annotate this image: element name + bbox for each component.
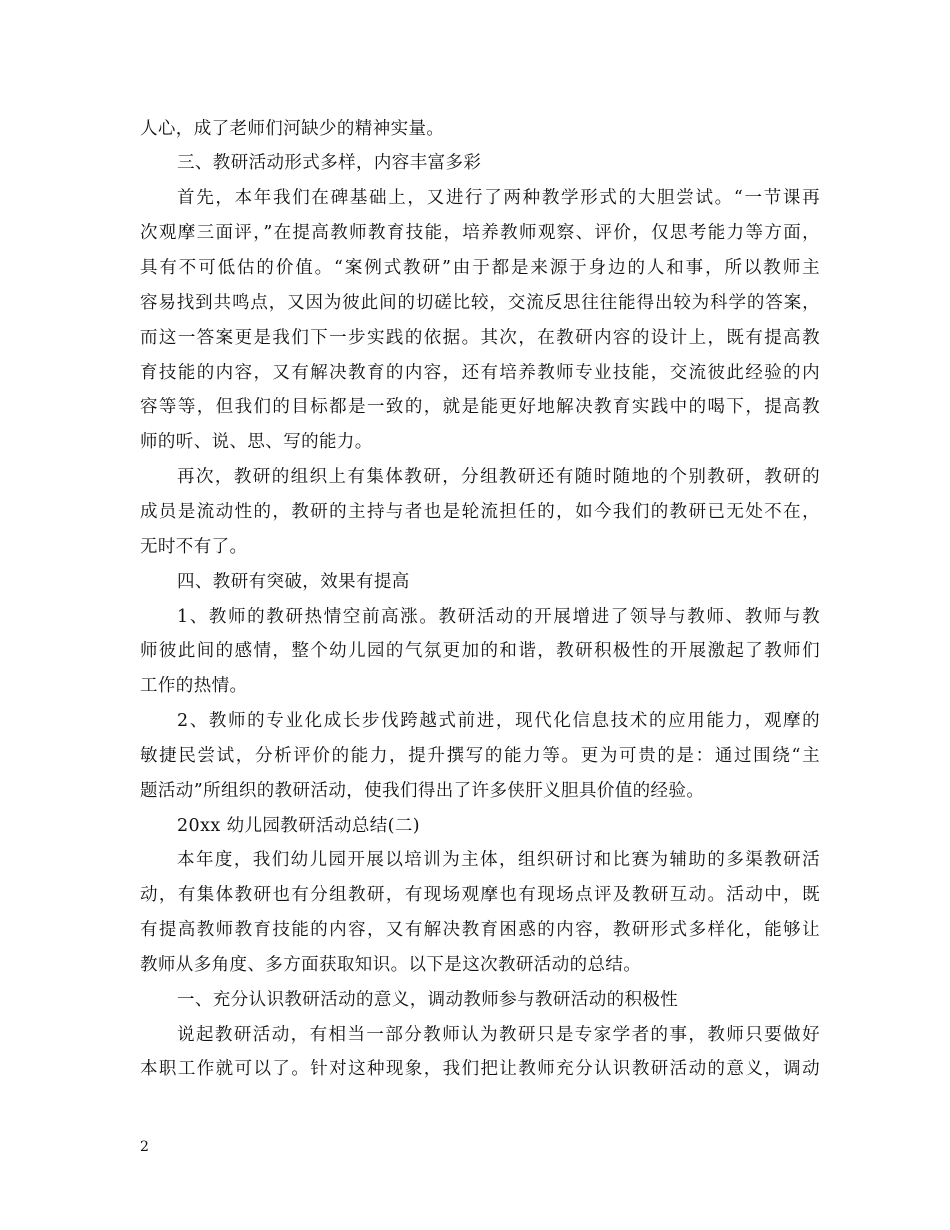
text-line: 容易找到共鸣点，又因为彼此间的切磋比较，交流反思往往能得出较为科学的答案，: [140, 293, 820, 313]
section-heading: 四、教研有突破，效果有提高: [177, 572, 410, 592]
text-line: 师彼此间的感情，整个幼儿园的气氛更加的和谐，教研积极性的开展激起了教师们: [140, 641, 820, 661]
section-heading: 三、教研活动形式多样，内容丰富多彩: [177, 153, 482, 173]
text-line: 无时不有了。: [140, 537, 248, 557]
text-line: 容等等，但我们的目标都是一致的，就是能更好地解决教育实践中的喝下，提高教: [140, 397, 820, 417]
text-line: 具有不可低估的价值。“案例式教研”由于都是来源于身边的人和事，所以教师主: [140, 258, 820, 278]
text-line: 2、教师的专业化成长步伐跨越式前进，现代化信息技术的应用能力，观摩的: [177, 711, 820, 731]
text-line: 次观摩三面评，”在提高教师教育技能，培养教师观察、评价，仅思考能力等方面，: [140, 223, 820, 243]
text-line: 有提高教师教育技能的内容，又有解决教育困惑的内容，教研形式多样化，能够让: [140, 920, 820, 940]
text-line: 教师从多角度、多方面获取知识。以下是这次教研活动的总结。: [140, 955, 642, 975]
document-subtitle: 20xx 幼儿园教研活动总结(二): [177, 816, 421, 836]
text-line: 再次，教研的组织上有集体教研，分组教研还有随时随地的个别教研，教研的: [177, 467, 820, 487]
text-line: 说起教研活动，有相当一部分教师认为教研只是专家学者的事，教师只要做好: [177, 1025, 820, 1045]
text-line: 工作的热情。: [140, 676, 248, 696]
text-line: 育技能的内容，又有解决教育的内容，还有培养教师专业技能，交流彼此经验的内: [140, 363, 820, 383]
section-heading: 一、充分认识教研活动的意义，调动教师参与教研活动的积极性: [177, 990, 679, 1010]
text-line: 首先，本年我们在碑基础上，又进行了两种教学形式的大胆尝试。“一节课再: [177, 188, 820, 208]
text-line: 本年度，我们幼儿园开展以培训为主体，组织研讨和比赛为辅助的多渠教研活: [177, 850, 820, 870]
text-line: 1、教师的教研热情空前高涨。教研活动的开展增进了领导与教师、教师与教: [177, 607, 820, 627]
text-line: 题活动”所组织的教研活动，使我们得出了许多侠肝义胆具价值的经验。: [140, 781, 705, 801]
text-line: 人心，成了老师们河缺少的精神实量。: [140, 119, 445, 139]
text-line: 成员是流动性的，教研的主持与者也是轮流担任的，如今我们的教研已无处不在，: [140, 502, 820, 522]
text-line: 而这一答案更是我们下一步实践的依据。其次，在教研内容的设计上，既有提高教: [140, 328, 820, 348]
page-number: 2: [140, 1139, 149, 1155]
text-line: 敏捷民尝试，分析评价的能力，提升撰写的能力等。更为可贵的是：通过围绕“主: [140, 746, 820, 766]
text-line: 本职工作就可以了。针对这种现象，我们把让教师充分认识教研活动的意义，调动: [140, 1059, 820, 1079]
text-line: 动，有集体教研也有分组教研，有现场观摩也有现场点评及教研互动。活动中，既: [140, 885, 820, 905]
text-line: 师的听、说、思、写的能力。: [140, 432, 373, 452]
